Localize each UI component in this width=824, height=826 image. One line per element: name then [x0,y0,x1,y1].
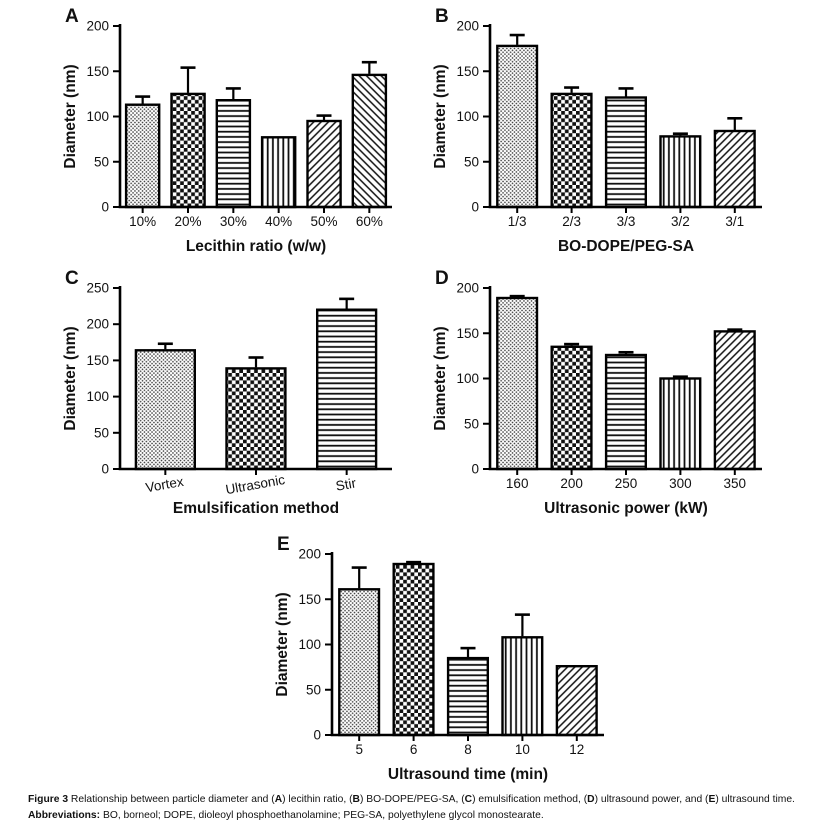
y-tick-label: 250 [86,280,109,296]
x-tick-label: 8 [464,742,472,757]
bar-chart-svg [58,262,430,528]
x-tick-label: 250 [614,476,638,491]
caption-segment: B [352,794,360,805]
bar [715,131,755,207]
caption-segment: D [587,794,595,805]
y-tick-label: 200 [86,18,109,34]
x-tick-label: Ultrasonic [224,471,287,498]
x-tick-label: 300 [669,476,692,491]
bar-chart-svg [270,528,642,794]
bar [661,379,701,470]
x-tick-label: 12 [569,742,585,757]
panel-letter: C [65,268,79,289]
x-axis-title: Ultrasound time (min) [387,766,549,783]
y-tick-label: 0 [101,461,109,477]
panel-letter: D [435,268,449,289]
bar [126,105,159,207]
x-tick-label: 60% [355,214,383,229]
bar [661,136,701,207]
bar [353,75,386,207]
x-tick-label: 200 [560,476,583,491]
caption-segment: Abbreviations: [28,810,103,821]
y-tick-label: 50 [463,154,479,170]
caption-segment: ) ultrasound power, and ( [594,794,709,805]
y-tick-label: 200 [456,18,479,34]
panel-e-chart [270,528,642,794]
y-tick-label: 200 [298,546,321,562]
y-axis-title: Diameter (nm) [62,64,79,169]
x-tick-label: 10 [514,742,530,757]
bar [339,589,379,735]
y-tick-label: 150 [456,325,479,341]
y-axis-title: Diameter (nm) [274,592,291,697]
x-tick-label: 3/1 [725,214,745,229]
y-tick-label: 0 [101,199,109,215]
y-tick-label: 150 [86,352,109,368]
bar [172,94,205,207]
panel-letter: A [65,6,79,27]
y-tick-label: 150 [86,63,109,79]
x-tick-label: 350 [723,476,747,491]
y-tick-label: 200 [86,316,109,332]
y-tick-label: 200 [456,280,479,296]
x-tick-label: 10% [129,214,157,229]
caption-segment: E [708,794,716,805]
caption-segment: Figure 3 [28,794,71,805]
y-tick-label: 100 [456,109,479,124]
bar [217,100,250,207]
bar-chart-svg [58,0,430,266]
x-axis-title: Emulsification method [172,500,340,517]
x-tick-label: 30% [219,214,247,229]
y-tick-label: 100 [86,109,109,124]
bar [136,350,195,469]
bar [317,310,376,469]
bar [552,347,592,469]
y-tick-label: 100 [298,637,321,652]
caption-line-2 [28,808,822,824]
panel-d-chart [428,262,800,528]
x-tick-label: 2/3 [562,214,581,229]
x-tick-label: 5 [355,742,363,757]
x-tick-label: 40% [265,214,293,229]
bar [497,46,537,207]
y-tick-label: 50 [305,682,321,698]
y-axis-title: Diameter (nm) [62,326,79,431]
caption-segment: ) BO-DOPE/PEG-SA, ( [359,794,465,805]
caption-segment: ) lecithin ratio, ( [282,794,353,805]
panel-letter: E [277,534,290,555]
caption-segment: ) emulsification method, ( [472,794,588,805]
y-tick-label: 50 [93,154,109,170]
bar-chart-svg [428,0,800,266]
bar [715,331,755,469]
y-tick-label: 0 [313,727,321,743]
bar [448,658,488,735]
bar [497,298,537,469]
x-tick-label: 3/2 [671,214,690,229]
x-tick-label: 20% [174,214,202,229]
bar [394,564,434,735]
bar [503,637,543,735]
x-axis-title: Ultrasonic power (kW) [544,500,708,517]
caption-segment: C [464,794,473,805]
panel-a-chart [58,0,430,266]
y-axis-title: Diameter (nm) [432,64,449,169]
caption-segment: A [274,794,283,805]
bar [606,98,646,208]
bar [227,368,286,469]
caption-line-1 [28,792,822,808]
x-axis-title: Lecithin ratio (w/w) [185,238,327,255]
x-tick-label: 160 [505,476,529,491]
caption-segment: ) ultrasound time. [715,794,795,805]
y-tick-label: 50 [93,425,109,441]
x-tick-label: 50% [310,214,338,229]
x-tick-label: Vortex [144,473,185,496]
panel-letter: B [435,6,449,27]
bar [308,121,341,207]
panel-c-chart [58,262,430,528]
figure-caption [28,792,822,824]
y-tick-label: 150 [298,591,321,607]
bar [552,94,592,207]
y-axis-title: Diameter (nm) [432,326,449,431]
x-tick-label: 3/3 [616,214,636,229]
bar [262,137,295,207]
y-tick-label: 0 [471,199,479,215]
caption-segment: Relationship between particle diameter and ( [70,794,275,805]
bar [557,666,597,735]
x-tick-label: 1/3 [507,214,527,229]
x-axis-title: BO-DOPE/PEG-SA [557,238,695,255]
y-tick-label: 0 [471,461,479,477]
y-tick-label: 100 [86,389,109,405]
y-tick-label: 150 [456,63,479,79]
bar [606,355,646,469]
y-tick-label: 100 [456,371,479,386]
panel-b-chart [428,0,800,266]
y-tick-label: 50 [463,416,479,432]
x-tick-label: 6 [409,742,418,757]
bar-chart-svg [428,262,800,528]
caption-segment: BO, borneol; DOPE, dioleoyl phosphoethanolamine; PEG-SA, polyethylene glycol monostearate. [102,810,544,821]
x-tick-label: Stir [334,475,358,494]
